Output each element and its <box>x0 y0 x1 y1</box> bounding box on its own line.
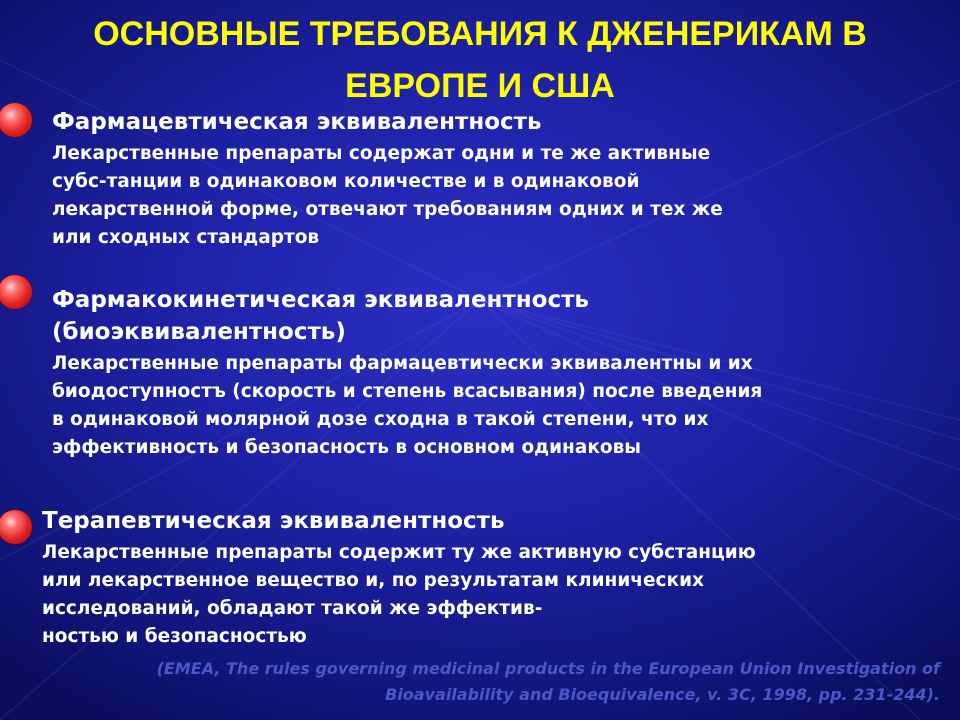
source-citation: (EMEA, The rules governing medicinal products in the European Union Investigation of Bioavailability and Bioequivalence, v. 3C, 1998, pp. 231-244). <box>156 659 940 704</box>
section-body: Лекарственные препараты содержит ту же активную субстанцию или лекарственное вещество и, по результатам клинических исследований, обладают такой же эффектив- ностью и безопасностью <box>42 542 756 647</box>
section-pharmacokinetic-equivalence <box>52 284 942 462</box>
bullet-icon <box>0 510 32 544</box>
section-body: Лекарственные препараты содержат одни и те же активные субс-танции в одинаковом количестве и в одинаковой лекарственной форме, отвечают требованиям одних и тех же или сходных стандартов <box>52 143 723 248</box>
section-therapeutic-equivalence <box>42 505 942 651</box>
title-line-1: ОСНОВНЫЕ ТРЕБОВАНИЯ К ДЖЕНЕРИКАМ В <box>93 15 867 53</box>
section-heading: Фармакокинетическая эквивалентность (биоэквивалентность) <box>52 287 589 345</box>
bullet-icon <box>0 275 32 309</box>
section-heading: Терапевтическая эквивалентность <box>42 508 505 534</box>
section-pharmaceutical-equivalence <box>52 106 942 252</box>
section-body: Лекарственные препараты фармацевтически эквивалентны и их биодоступностъ (скорость и степень всасывания) после введения в одинаковой молярной дозе сходна в такой степени, что их эффективность и безопасность в основном одинаковы <box>52 353 763 458</box>
title-line-2: ЕВРОПЕ И США <box>345 67 615 105</box>
section-heading: Фармацевтическая эквивалентность <box>52 109 542 135</box>
page-title <box>0 8 960 112</box>
bullet-icon <box>0 103 32 137</box>
